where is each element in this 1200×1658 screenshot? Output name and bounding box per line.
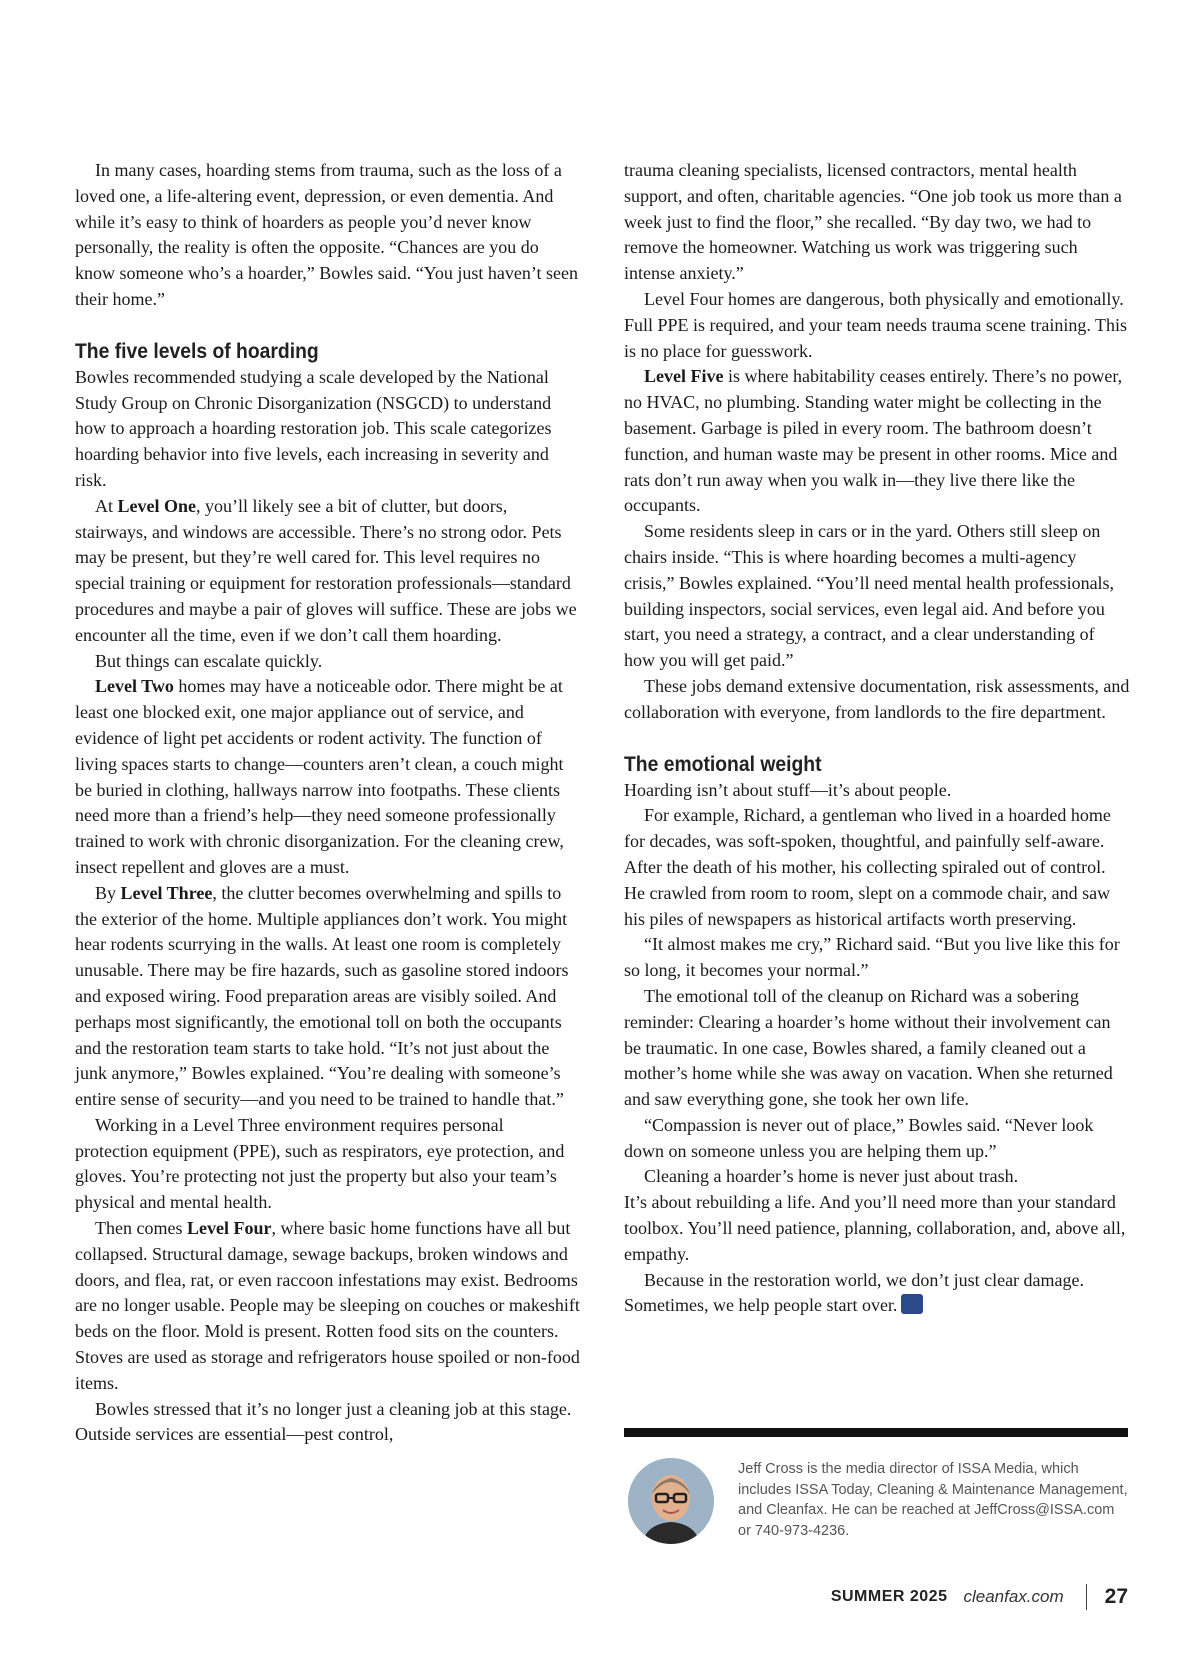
left-column <box>75 158 580 1448</box>
author-avatar <box>628 1458 714 1544</box>
paragraph: Level Two homes may have a noticeable odor. There might be at least one blocked exit, one major appliance out of service, and evidence of light pet accidents or rodent activity. The function of living spaces starts to change—counters aren’t clean, a couch might be buried in clothing, hallways narrow into footpaths. These clients need more than a friend’s help—they need someone professionally trained to work with chronic disorganization. For the cleaning crew, insect repellent and gloves are a must. <box>75 676 564 877</box>
paragraph: It’s about rebuilding a life. And you’ll need more than your standard toolbox. You’ll need patience, planning, collaboration, and, above all, empathy. <box>624 1192 1126 1264</box>
level-two-label: Level Two <box>95 676 174 697</box>
paragraph: These jobs demand extensive documentation, risk assessments, and collaboration with everyone, from landlords to the fire department. <box>624 675 1130 722</box>
paragraph: “Compassion is never out of place,” Bowles said. “Never look down on someone unless you are helping them up.” <box>624 1114 1094 1161</box>
cleanfax-logo-icon <box>901 1294 923 1314</box>
paragraph: Hoarding isn’t about stuff—it’s about people. <box>624 779 952 800</box>
level-five-label: Level Five <box>644 366 724 387</box>
paragraph: Working in a Level Three environment requires personal protection equipment (PPE), such as respirators, eye protection, and gloves. You’re protecting not just the property but also your team’s physical and mental health. <box>75 1114 565 1213</box>
paragraph: Cleaning a hoarder’s home is never just about trash. <box>644 1166 1019 1187</box>
paragraph: Level Four homes are dangerous, both physically and emotionally. Full PPE is required, and your team needs trauma scene training. This is no place for guesswork. <box>624 288 1128 361</box>
paragraph: The emotional toll of the cleanup on Richard was a sobering reminder: Clearing a hoarder’s home without their involvement can be traumatic. In one case, Bowles shared, a family cleaned out a mother’s home while she was away on vacation. When she returned and saw everything gone, she took her own life. <box>624 985 1113 1110</box>
site-url: cleanfax.com <box>963 1587 1064 1606</box>
paragraph: “It almost makes me cry,” Richard said. “But you live like this for so long, it becomes your normal.” <box>624 934 1120 981</box>
page-footer <box>831 1584 1128 1610</box>
paragraph: By Level Three, the clutter becomes overwhelming and spills to the exterior of the home. Multiple appliances don’t work. You might hear rodents scurrying in the walls. At least one room is completely unusable. There may be fire hazards, such as gasoline stored indoors and exposed wiring. Food preparation areas are visibly soiled. And perhaps most significantly, the emotional toll on both the occupants and the restoration team starts to take hold. “It’s not just about the junk anymore,” Bowles explained. “You’re dealing with someone’s entire sense of security—and you need to be trained to handle that.” <box>75 882 569 1110</box>
footer-divider <box>1086 1584 1087 1610</box>
paragraph: For example, Richard, a gentleman who lived in a hoarded home for decades, was soft-spoken, thoughtful, and painfully self-aware. After the death of his mother, his collecting spiraled out of control. He crawled from room to room, slept on a commode chair, and saw his piles of newspapers as historical artifacts worth preserving. <box>624 805 1111 929</box>
paragraph: Some residents sleep in cars or in the yard. Others still sleep on chairs inside. “This is where hoarding becomes a multi-agency crisis,” Bowles explained. “You’ll need mental health professionals, building inspectors, social services, even legal aid. And before you start, you need a strategy, a contract, and a clear understanding of how you will get paid.” <box>624 521 1115 671</box>
paragraph: trauma cleaning specialists, licensed contractors, mental health support, and often, charitable agencies. “One job took us more than a week just to find the floor,” she recalled. “By day two, we had to remove the homeowner. Watching us work was triggering such intense anxiety.” <box>624 160 1122 284</box>
section-heading-five-levels: The five levels of hoarding <box>75 339 319 363</box>
right-column <box>624 158 1130 1319</box>
author-bio: Jeff Cross is the media director of ISSA Media, which includes ISSA Today, Cleaning & Maintenance Management, and Cleanfax. He can be reached at JeffCross@ISSA.com or 740-973-4236. <box>738 1461 1128 1539</box>
paragraph: Bowles recommended studying a scale developed by the National Study Group on Chronic Disorganization (NSGCD) to understand how to approach a hoarding restoration job. This scale categorizes hoarding behavior into five levels, each increasing in severity and risk. <box>75 366 552 490</box>
page-number: 27 <box>1104 1585 1128 1608</box>
paragraph: Because in the restoration world, we don’t just clear damage. Sometimes, we help people start over. <box>624 1269 1085 1316</box>
level-three-label: Level Three <box>120 882 213 903</box>
paragraph: At Level One, you’ll likely see a bit of clutter, but doors, stairways, and windows are accessible. There’s no strong odor. Pets may be present, but they’re well cared for. This level requires no special training or equipment for restoration professionals—standard procedures and maybe a pair of gloves will suffice. These are jobs we encounter all the time, even if we don’t call them hoarding. <box>75 495 577 645</box>
section-heading-emotional-weight: The emotional weight <box>624 752 822 776</box>
paragraph: Then comes Level Four, where basic home functions have all but collapsed. Structural damage, sewage backups, broken windows and doors, and flea, rat, or even raccoon infestations may exist. Bedrooms are no longer usable. People may be sleeping on couches or makeshift beds on the floor. Mold is present. Rotten food sits on the counters. Stoves are used as storage and refrigerators house spoiled or non-food items. <box>75 1218 580 1393</box>
paragraph: But things can escalate quickly. <box>95 650 323 671</box>
level-one-label: Level One <box>117 495 196 516</box>
paragraph: Bowles stressed that it’s no longer just a cleaning job at this stage. Outside services are essential—pest control, <box>75 1398 572 1445</box>
author-bio-divider <box>624 1428 1128 1437</box>
paragraph: In many cases, hoarding stems from trauma, such as the loss of a loved one, a life-altering event, depression, or even dementia. And while it’s easy to think of hoarders as people you’d never know personally, the reality is often the opposite. “Chances are you do know someone who’s a hoarder,” Bowles said. “You just haven’t seen their home.” <box>75 160 579 309</box>
issue-label: SUMMER 2025 <box>830 1588 948 1605</box>
level-four-label: Level Four <box>186 1218 272 1239</box>
paragraph: Level Five is where habitability ceases entirely. There’s no power, no HVAC, no plumbing. Standing water might be collecting in the basement. Garbage is piled in every room. The bathroom doesn’t function, and human waste may be present in other rooms. Mice and rats don’t run away when you walk in—they live there like the occupants. <box>624 366 1123 516</box>
